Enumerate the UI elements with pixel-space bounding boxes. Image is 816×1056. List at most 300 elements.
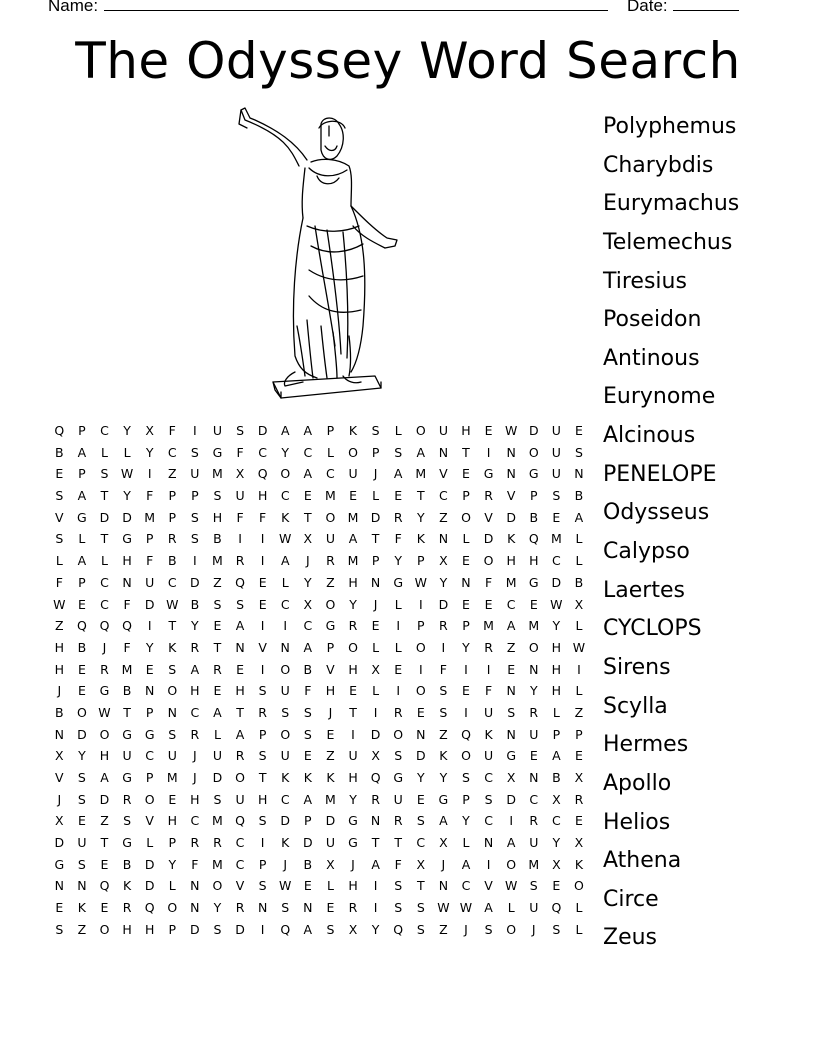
- grid-letter: D: [280, 813, 291, 829]
- grid-letter: Y: [78, 748, 86, 764]
- grid-letter: L: [575, 531, 583, 547]
- grid-row: [48, 919, 590, 941]
- grid-letter: I: [464, 704, 468, 720]
- grid-letter: A: [235, 726, 245, 742]
- grid-letter: E: [575, 423, 583, 438]
- grid-letter: V: [258, 639, 267, 655]
- grid-letter: C: [484, 813, 493, 829]
- grid-letter: E: [416, 791, 425, 807]
- grid-letter: E: [416, 704, 425, 720]
- grid-letter: L: [372, 683, 380, 699]
- grid-letter: N: [506, 466, 516, 482]
- grid-letter: P: [168, 921, 177, 937]
- grid-letter: Y: [191, 618, 199, 634]
- grid-letter: E: [462, 553, 470, 569]
- grid-letter: D: [190, 574, 200, 590]
- grid-letter: C: [303, 444, 313, 460]
- grid-letter: D: [235, 921, 245, 937]
- grid-letter: T: [416, 488, 425, 504]
- grid-letter: S: [303, 704, 312, 720]
- grid-letter: D: [370, 726, 381, 742]
- grid-letter: K: [303, 770, 312, 785]
- date-blank-line[interactable]: [673, 0, 739, 11]
- grid-letter: K: [507, 531, 516, 547]
- grid-letter: A: [348, 531, 358, 547]
- grid-letter: H: [506, 553, 516, 569]
- grid-letter: I: [486, 444, 491, 460]
- grid-row: [48, 767, 590, 789]
- word-list-item: CYCLOPS: [603, 616, 702, 642]
- grid-letter: S: [213, 596, 222, 612]
- grid-letter: R: [190, 639, 200, 655]
- grid-letter: S: [236, 596, 245, 612]
- grid-letter: I: [260, 835, 265, 851]
- grid-letter: U: [393, 791, 403, 807]
- grid-letter: I: [418, 661, 423, 677]
- grid-letter: S: [100, 466, 109, 482]
- grid-letter: S: [55, 921, 64, 937]
- grid-letter: Z: [326, 574, 335, 590]
- grid-letter: E: [303, 488, 312, 504]
- word-list-item: Poseidon: [603, 307, 702, 333]
- grid-letter: E: [349, 683, 357, 699]
- grid-letter: E: [77, 596, 86, 612]
- grid-letter: S: [462, 770, 470, 785]
- grid-letter: D: [144, 856, 155, 872]
- grid-letter: G: [122, 726, 132, 742]
- grid-letter: T: [371, 835, 380, 851]
- grid-letter: P: [258, 726, 267, 742]
- grid-letter: H: [551, 661, 562, 677]
- grid-letter: N: [483, 835, 494, 851]
- grid-letter: R: [258, 704, 267, 720]
- grid-letter: R: [100, 661, 109, 677]
- grid-letter: K: [281, 770, 290, 785]
- grid-letter: T: [213, 639, 222, 655]
- grid-letter: F: [123, 596, 131, 612]
- grid-letter: X: [371, 748, 380, 764]
- grid-letter: M: [144, 509, 156, 525]
- grid-letter: E: [77, 683, 86, 699]
- grid-letter: U: [280, 748, 290, 764]
- grid-letter: L: [101, 444, 108, 460]
- grid-letter: G: [393, 574, 404, 590]
- grid-letter: T: [100, 488, 109, 504]
- grid-letter: E: [529, 596, 538, 612]
- grid-letter: G: [77, 509, 87, 525]
- grid-letter: M: [166, 770, 178, 785]
- grid-letter: C: [529, 791, 539, 807]
- grid-letter: O: [461, 748, 471, 764]
- grid-letter: R: [122, 791, 132, 807]
- grid-letter: G: [348, 813, 358, 829]
- grid-row: [48, 897, 590, 919]
- grid-letter: Z: [326, 748, 335, 764]
- grid-letter: T: [100, 531, 109, 547]
- grid-row: [48, 463, 590, 485]
- grid-letter: S: [281, 704, 290, 720]
- grid-letter: L: [575, 553, 583, 569]
- grid-letter: C: [190, 813, 200, 829]
- grid-letter: D: [506, 791, 516, 807]
- grid-letter: C: [190, 704, 200, 720]
- grid-letter: U: [529, 726, 539, 742]
- grid-letter: X: [235, 466, 245, 482]
- grid-letter: N: [438, 878, 449, 894]
- grid-letter: Q: [122, 618, 132, 634]
- grid-letter: R: [393, 509, 403, 525]
- grid-letter: G: [122, 835, 132, 851]
- grid-letter: A: [439, 813, 448, 829]
- grid-letter: L: [575, 900, 583, 916]
- grid-letter: O: [348, 444, 358, 460]
- grid-letter: R: [529, 813, 539, 829]
- grid-letter: B: [552, 770, 561, 785]
- grid-letter: X: [55, 748, 64, 764]
- grid-letter: Y: [213, 900, 222, 916]
- word-list-item: PENELOPE: [603, 461, 717, 487]
- grid-letter: S: [190, 531, 199, 547]
- grid-letter: S: [416, 813, 425, 829]
- grid-letter: Y: [145, 444, 154, 460]
- grid-letter: A: [303, 921, 313, 937]
- grid-letter: E: [484, 596, 493, 612]
- grid-letter: F: [236, 444, 244, 460]
- word-list-item: Tiresius: [603, 268, 687, 294]
- word-list-item: Alcinous: [603, 423, 696, 449]
- grid-letter: E: [258, 596, 267, 612]
- grid-letter: P: [371, 553, 380, 569]
- grid-letter: U: [484, 704, 494, 720]
- grid-letter: X: [439, 835, 448, 851]
- grid-letter: O: [325, 596, 336, 612]
- grid-letter: E: [552, 878, 561, 894]
- grid-letter: W: [550, 596, 563, 612]
- grid-letter: I: [260, 553, 265, 569]
- grid-letter: E: [326, 726, 335, 742]
- grid-letter: S: [574, 444, 583, 460]
- grid-letter: L: [78, 531, 86, 547]
- grid-letter: Y: [123, 488, 131, 504]
- grid-letter: E: [55, 466, 64, 482]
- grid-letter: S: [55, 531, 64, 547]
- grid-letter: G: [393, 770, 404, 785]
- grid-letter: E: [100, 856, 109, 872]
- grid-letter: J: [102, 639, 107, 655]
- grid-letter: I: [486, 856, 491, 872]
- grid-letter: C: [461, 878, 471, 894]
- grid-letter: Z: [213, 574, 222, 590]
- grid-letter: F: [259, 509, 267, 525]
- grid-letter: T: [349, 704, 357, 720]
- grid-letter: F: [304, 683, 312, 699]
- grid-letter: X: [574, 596, 584, 612]
- grid-letter: H: [529, 553, 539, 569]
- grid-letter: N: [257, 900, 268, 916]
- grid-letter: E: [55, 900, 64, 916]
- grid-letter: E: [575, 748, 583, 764]
- grid-letter: U: [348, 748, 358, 764]
- grid-letter: P: [168, 488, 177, 504]
- grid-letter: E: [168, 791, 177, 807]
- word-list-item: Apollo: [603, 770, 672, 796]
- grid-letter: Y: [416, 770, 425, 785]
- grid-letter: E: [100, 900, 109, 916]
- grid-letter: I: [577, 661, 581, 677]
- grid-letter: U: [167, 748, 177, 764]
- grid-letter: B: [167, 553, 177, 569]
- grid-letter: R: [439, 618, 448, 634]
- grid-letter: S: [190, 509, 199, 525]
- grid-letter: Q: [257, 466, 268, 482]
- grid-letter: X: [552, 791, 561, 807]
- grid-letter: Q: [370, 770, 381, 785]
- grid-letter: V: [326, 661, 335, 677]
- grid-letter: N: [167, 704, 177, 720]
- grid-letter: F: [168, 423, 176, 438]
- grid-row: [48, 680, 590, 702]
- grid-letter: M: [528, 856, 540, 872]
- grid-letter: P: [145, 531, 154, 547]
- grid-letter: Q: [144, 900, 155, 916]
- grid-letter: F: [439, 661, 447, 677]
- grid-row: [48, 485, 590, 507]
- grid-letter: L: [394, 596, 402, 612]
- grid-letter: M: [121, 661, 133, 677]
- grid-letter: Z: [506, 639, 516, 655]
- grid-letter: U: [235, 488, 245, 504]
- grid-letter: Y: [168, 856, 177, 872]
- grid-letter: Q: [461, 726, 471, 742]
- grid-letter: Q: [76, 618, 87, 634]
- grid-letter: R: [190, 835, 200, 851]
- grid-letter: T: [371, 531, 380, 547]
- grid-letter: V: [55, 509, 64, 525]
- grid-letter: V: [439, 466, 448, 482]
- grid-letter: U: [438, 423, 448, 438]
- grid-letter: E: [213, 683, 222, 699]
- grid-letter: X: [326, 856, 335, 872]
- grid-letter: X: [303, 531, 313, 547]
- grid-letter: S: [484, 791, 493, 807]
- grid-letter: U: [212, 748, 223, 764]
- grid-letter: A: [100, 770, 109, 785]
- grid-letter: B: [122, 683, 132, 699]
- grid-letter: L: [372, 488, 380, 504]
- grid-letter: P: [462, 618, 470, 634]
- grid-letter: S: [439, 704, 448, 720]
- grid-letter: B: [574, 574, 584, 590]
- grid-letter: R: [326, 553, 335, 569]
- grid-letter: Y: [462, 813, 470, 829]
- grid-letter: P: [371, 444, 380, 460]
- grid-letter: X: [574, 835, 584, 851]
- grid-letter: Q: [235, 574, 245, 590]
- grid-letter: O: [506, 856, 517, 872]
- grid-letter: S: [77, 791, 86, 807]
- grid-letter: U: [235, 791, 245, 807]
- grid-letter: G: [325, 618, 336, 634]
- grid-letter: D: [122, 509, 132, 525]
- grid-letter: E: [462, 683, 470, 699]
- grid-letter: C: [439, 488, 448, 504]
- grid-letter: I: [260, 921, 265, 937]
- page-title: The Odyssey Word Search: [75, 32, 741, 90]
- grid-letter: U: [529, 900, 539, 916]
- grid-letter: R: [529, 704, 539, 720]
- grid-letter: Z: [574, 704, 584, 720]
- grid-letter: R: [484, 488, 493, 504]
- grid-letter: P: [326, 423, 335, 438]
- grid-letter: Y: [394, 553, 403, 569]
- grid-letter: R: [122, 900, 132, 916]
- grid-letter: I: [418, 596, 423, 612]
- grid-letter: R: [235, 900, 245, 916]
- grid-letter: C: [100, 596, 109, 612]
- grid-letter: U: [145, 574, 155, 590]
- grid-letter: G: [212, 444, 223, 460]
- grid-letter: F: [191, 856, 199, 872]
- grid-letter: I: [396, 683, 401, 699]
- grid-letter: L: [575, 618, 583, 634]
- grid-letter: T: [123, 704, 131, 720]
- grid-letter: N: [506, 444, 516, 460]
- grid-letter: V: [145, 813, 154, 829]
- grid-letter: H: [54, 661, 64, 677]
- grid-letter: L: [462, 835, 470, 851]
- grid-letter: L: [575, 921, 583, 937]
- grid-letter: A: [303, 791, 313, 807]
- grid-letter: Y: [281, 444, 290, 460]
- word-list-item: Sirens: [603, 654, 671, 680]
- word-list: [603, 108, 739, 958]
- grid-letter: C: [416, 835, 426, 851]
- grid-letter: B: [190, 596, 200, 612]
- grid-letter: A: [213, 704, 222, 720]
- grid-letter: P: [575, 726, 583, 742]
- grid-letter: J: [283, 856, 288, 872]
- grid-letter: T: [100, 835, 109, 851]
- word-list-item: Calypso: [603, 539, 690, 565]
- grid-letter: Y: [439, 574, 448, 590]
- grid-letter: S: [258, 748, 267, 764]
- grid-letter: J: [351, 856, 355, 872]
- grid-letter: M: [212, 466, 223, 482]
- grid-letter: C: [235, 856, 245, 872]
- grid-letter: O: [280, 726, 291, 742]
- grid-letter: U: [325, 531, 335, 547]
- grid-letter: O: [144, 791, 155, 807]
- grid-letter: B: [55, 444, 64, 460]
- grid-letter: H: [325, 683, 336, 699]
- grid-letter: H: [257, 488, 268, 504]
- grid-letter: G: [528, 466, 539, 482]
- word-list-item: Telemechus: [603, 229, 733, 255]
- grid-letter: K: [122, 878, 132, 894]
- grid-letter: W: [279, 531, 292, 547]
- grid-letter: K: [439, 748, 448, 764]
- grid-letter: R: [213, 661, 222, 677]
- grid-letter: F: [55, 574, 63, 590]
- grid-letter: R: [235, 553, 245, 569]
- grid-letter: U: [325, 835, 335, 851]
- grid-letter: G: [54, 856, 65, 872]
- grid-letter: C: [167, 444, 177, 460]
- grid-letter: U: [212, 423, 223, 438]
- grid-letter: R: [348, 618, 358, 634]
- grid-letter: U: [122, 748, 132, 764]
- grid-letter: N: [144, 683, 155, 699]
- grid-letter: Y: [371, 921, 380, 937]
- grid-letter: E: [349, 488, 357, 504]
- grid-letter: L: [55, 553, 63, 569]
- word-list-item: Hermes: [603, 732, 689, 758]
- grid-letter: Z: [77, 921, 87, 937]
- grid-letter: A: [371, 856, 380, 872]
- grid-letter: P: [304, 813, 312, 829]
- grid-letter: U: [348, 466, 358, 482]
- grid-letter: K: [326, 770, 335, 785]
- grid-letter: Q: [235, 813, 245, 829]
- grid-letter: R: [235, 748, 245, 764]
- grid-letter: Q: [99, 878, 110, 894]
- grid-letter: D: [506, 509, 516, 525]
- grid-letter: E: [529, 748, 538, 764]
- grid-letter: F: [484, 574, 493, 590]
- grid-letter: R: [167, 531, 177, 547]
- grid-letter: Y: [552, 618, 561, 634]
- grid-letter: P: [191, 488, 199, 504]
- grid-letter: H: [461, 423, 471, 438]
- grid-letter: L: [394, 423, 402, 438]
- grid-letter: S: [190, 444, 199, 460]
- grid-letter: J: [328, 704, 333, 720]
- grid-letter: E: [213, 618, 222, 634]
- grid-letter: Z: [439, 726, 448, 742]
- grid-letter: Z: [100, 813, 109, 829]
- grid-letter: Y: [349, 791, 357, 807]
- grid-letter: N: [122, 574, 132, 590]
- grid-letter: T: [462, 444, 470, 460]
- grid-letter: H: [144, 921, 155, 937]
- grid-row: [48, 659, 590, 681]
- grid-letter: I: [193, 423, 197, 438]
- grid-letter: T: [416, 878, 425, 894]
- grid-letter: H: [122, 921, 132, 937]
- grid-letter: N: [370, 574, 381, 590]
- grid-letter: O: [483, 553, 494, 569]
- grid-letter: C: [258, 444, 267, 460]
- grid-letter: A: [280, 553, 290, 569]
- grid-letter: Q: [528, 531, 539, 547]
- grid-letter: N: [529, 770, 539, 785]
- word-list-item: Scylla: [603, 693, 668, 719]
- grid-letter: C: [100, 423, 109, 438]
- letter-grid: [48, 420, 590, 941]
- grid-row: [48, 789, 590, 811]
- grid-letter: W: [414, 574, 427, 590]
- grid-letter: D: [144, 596, 155, 612]
- grid-letter: O: [528, 444, 539, 460]
- grid-row: [48, 832, 590, 854]
- grid-letter: D: [190, 921, 200, 937]
- grid-letter: S: [484, 921, 493, 937]
- grid-letter: Q: [280, 921, 291, 937]
- grid-letter: E: [484, 423, 493, 438]
- grid-letter: S: [552, 488, 561, 504]
- name-blank-line[interactable]: [104, 0, 608, 11]
- grid-letter: R: [213, 835, 222, 851]
